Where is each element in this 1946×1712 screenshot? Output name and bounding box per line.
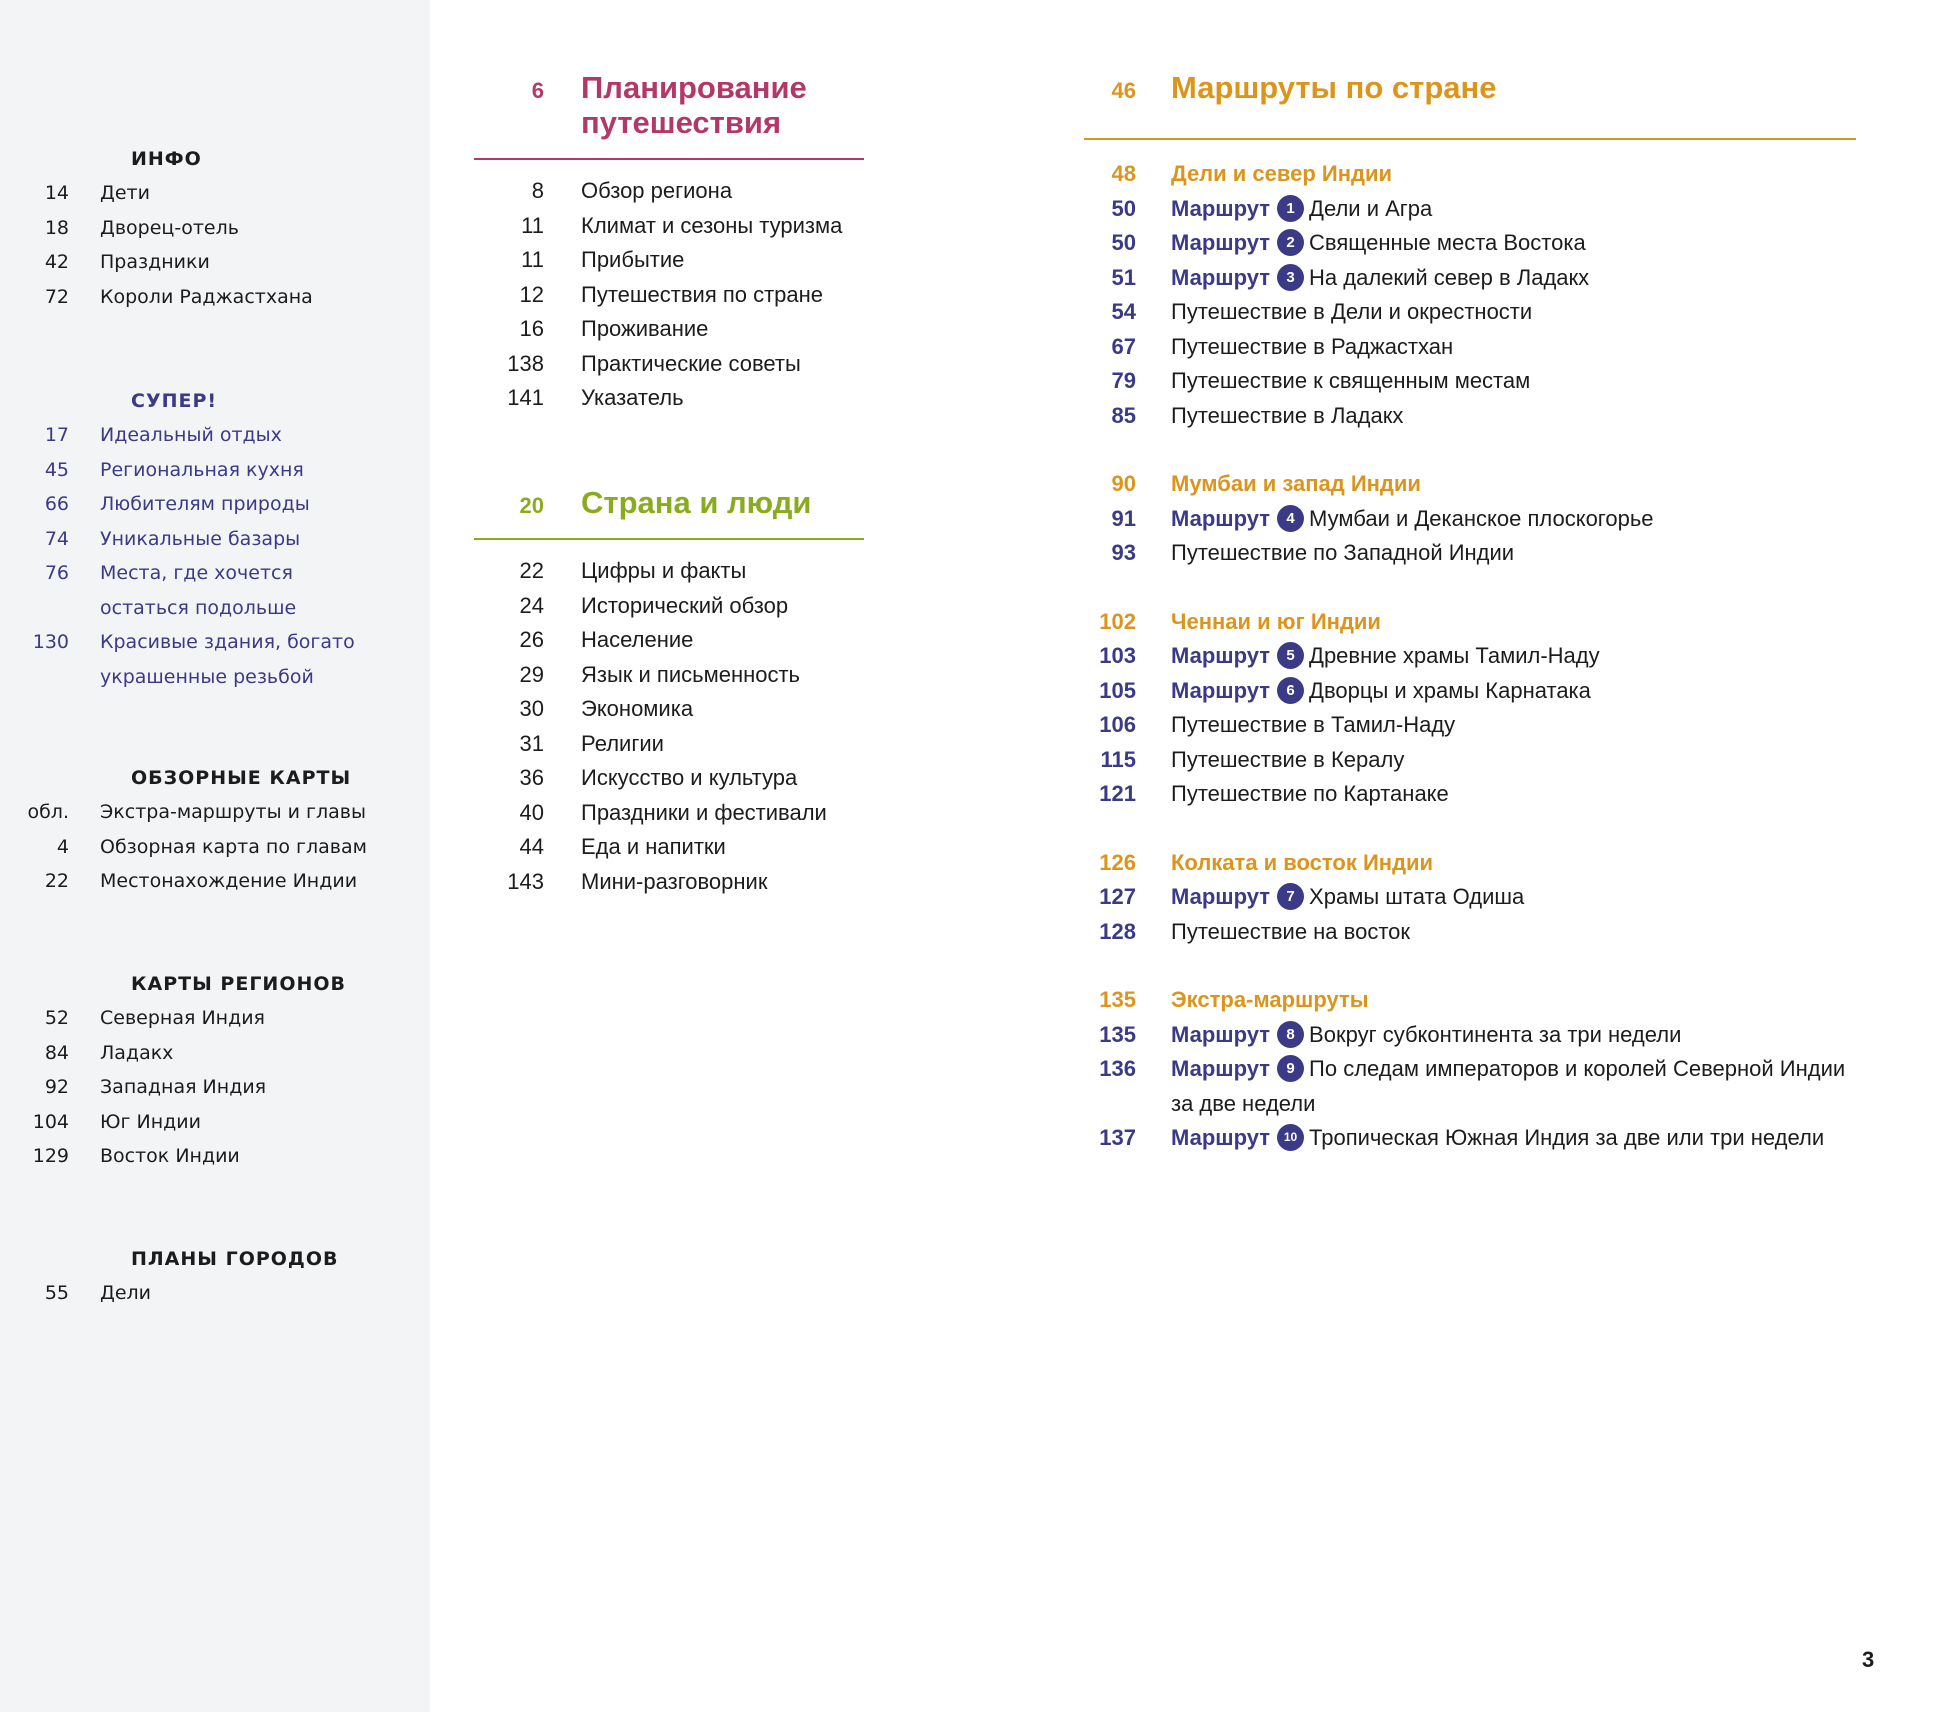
page-number: 103 xyxy=(1099,643,1136,668)
toc-entry[interactable] xyxy=(1084,743,1856,778)
page-number: 104 xyxy=(32,1110,69,1133)
route-entry[interactable] xyxy=(1084,1052,1856,1087)
page-number: 45 xyxy=(44,458,69,481)
group-title: Мумбаи и запад Индии xyxy=(1171,471,1421,496)
entry-label: Указатель xyxy=(581,385,684,410)
route-entry[interactable] xyxy=(1084,226,1856,261)
toc-entry[interactable] xyxy=(474,278,864,313)
group-heading[interactable] xyxy=(1084,157,1856,192)
item-label: Дели xyxy=(100,1282,152,1304)
page-number: 42 xyxy=(44,251,69,273)
route-word: Маршрут xyxy=(1171,230,1271,255)
toc-entry[interactable] xyxy=(474,589,864,624)
page-number: 22 xyxy=(44,870,69,892)
sidebar-info-section xyxy=(0,142,430,314)
page-number: 85 xyxy=(1111,402,1136,428)
list-item[interactable] xyxy=(0,176,430,211)
entry-label: Прибытие xyxy=(581,247,685,272)
toc-entry[interactable] xyxy=(474,312,864,347)
toc-entry[interactable] xyxy=(474,174,864,209)
toc-entry[interactable] xyxy=(1084,536,1856,571)
route-word: Маршрут xyxy=(1171,195,1271,221)
page-number: 31 xyxy=(519,730,544,756)
item-label: Западная Индия xyxy=(100,1076,267,1098)
route-entry[interactable] xyxy=(1084,880,1856,915)
page-number: 90 xyxy=(1111,471,1136,496)
list-item[interactable] xyxy=(0,245,430,280)
route-entry[interactable] xyxy=(1084,1121,1856,1156)
item-label: Любителям природы xyxy=(100,493,310,515)
group-heading[interactable] xyxy=(1084,467,1856,502)
page-number: 105 xyxy=(1099,677,1136,703)
route-word: Маршрут xyxy=(1171,884,1271,909)
section-heading: КАРТЫ РЕГИОНОВ xyxy=(131,973,347,995)
route-entry[interactable] xyxy=(1084,502,1856,537)
entry-label: Путешествие к священным местам xyxy=(1171,368,1531,393)
item-label: Уникальные базары xyxy=(100,527,301,550)
toc-entry[interactable] xyxy=(1084,399,1856,434)
page-number: 102 xyxy=(1099,608,1136,634)
group-title: Колката и восток Индии xyxy=(1171,849,1434,875)
entry-label: Священные места Востока xyxy=(1309,230,1586,255)
item-label: Восток Индии xyxy=(100,1145,240,1167)
list-item[interactable] xyxy=(0,211,430,246)
group-heading[interactable] xyxy=(1084,605,1856,640)
page-number: 92 xyxy=(44,1076,69,1098)
route-word: Маршрут xyxy=(1171,643,1271,668)
route-group xyxy=(1084,157,1856,433)
route-number-badge: 7 xyxy=(1277,883,1304,910)
route-number-badge: 8 xyxy=(1277,1021,1304,1048)
entry-label: Путешествие в Тамил-Наду xyxy=(1171,712,1456,737)
toc-entry[interactable] xyxy=(474,658,864,693)
item-label: Места, где хочется xyxy=(100,562,293,584)
list-item-continuation xyxy=(0,660,430,695)
page-number: 18 xyxy=(44,216,69,239)
page-number: 36 xyxy=(519,765,544,790)
page-number: 66 xyxy=(44,493,69,515)
toc-entry[interactable] xyxy=(474,865,864,900)
entry-label: Обзор региона xyxy=(581,178,733,203)
page-number: 127 xyxy=(1099,884,1136,909)
entry-label: Путешествие по Западной Индии xyxy=(1171,540,1515,565)
section-page-number: 6 xyxy=(531,78,544,103)
toc-entry[interactable] xyxy=(474,623,864,658)
route-group xyxy=(1084,983,1856,1156)
item-label: Короли Раджастхана xyxy=(100,285,313,308)
entry-label: Дели и Агра xyxy=(1309,195,1433,221)
entry-label: Путешествие в Кералу xyxy=(1171,746,1405,772)
entry-label: Путешествия по стране xyxy=(581,281,824,307)
list-item[interactable] xyxy=(0,453,430,488)
route-word: Маршрут xyxy=(1171,1021,1271,1047)
toc-entry[interactable] xyxy=(1084,295,1856,330)
page-number: 137 xyxy=(1099,1125,1136,1150)
list-item[interactable] xyxy=(0,1001,430,1036)
sidebar xyxy=(0,0,430,1712)
page-number: 50 xyxy=(1111,195,1136,221)
page-number: 40 xyxy=(519,799,544,825)
page-number: 24 xyxy=(519,592,544,618)
route-word: Маршрут xyxy=(1171,505,1271,531)
entry-label: Вокруг субконтинента за три недели xyxy=(1309,1021,1682,1047)
entry-label: Путешествие в Раджастхан xyxy=(1171,333,1454,359)
page-number: 29 xyxy=(519,661,544,687)
entry-label: Путешествие по Картанаке xyxy=(1171,781,1449,806)
entry-label: Практические советы xyxy=(581,350,801,376)
entry-label: Дворцы и храмы Карнатака xyxy=(1309,677,1591,703)
toc-entry[interactable] xyxy=(474,209,864,244)
page-number-footer: 3 xyxy=(1862,1647,1875,1672)
page-number: 17 xyxy=(44,424,69,446)
route-number-badge: 4 xyxy=(1277,505,1304,532)
entry-label: Население xyxy=(581,627,694,652)
page-number: 8 xyxy=(531,178,544,203)
page-number: 50 xyxy=(1111,230,1136,255)
list-item[interactable] xyxy=(0,487,430,522)
page-number: 16 xyxy=(519,316,544,341)
group-heading[interactable] xyxy=(1084,983,1856,1018)
section-heading: ОБЗОРНЫЕ КАРТЫ xyxy=(131,767,352,789)
page-number: 72 xyxy=(44,285,69,308)
list-item[interactable] xyxy=(0,280,430,315)
entry-label: Климат и сезоны туризма xyxy=(581,212,843,238)
list-item[interactable] xyxy=(0,418,430,453)
page-number: 130 xyxy=(32,631,69,653)
item-label: Праздники xyxy=(100,251,210,273)
route-number-badge: 3 xyxy=(1277,264,1304,291)
routes-section xyxy=(1084,70,1856,1156)
route-number-badge: 5 xyxy=(1277,642,1304,669)
page-number: 67 xyxy=(1111,333,1136,359)
list-item[interactable] xyxy=(0,1139,430,1174)
section-divider xyxy=(474,538,864,540)
page-number: 11 xyxy=(521,212,544,238)
toc-entry[interactable] xyxy=(1084,915,1856,950)
entry-label: Древние храмы Тамил-Наду xyxy=(1309,643,1600,668)
toc-entry[interactable] xyxy=(474,796,864,831)
page-number: 138 xyxy=(507,350,544,376)
item-label: Региональная кухня xyxy=(100,458,304,481)
route-word: Маршрут xyxy=(1171,1056,1271,1081)
list-item[interactable] xyxy=(0,556,430,591)
entry-label: Язык и письменность xyxy=(581,661,801,687)
route-number-badge: 1 xyxy=(1277,195,1304,222)
section-title: Маршруты по стране xyxy=(1171,70,1497,105)
toc-entry[interactable] xyxy=(1084,364,1856,399)
route-entry[interactable] xyxy=(1084,1018,1856,1053)
group-title: Ченнаи и юг Индии xyxy=(1171,608,1381,634)
section-divider xyxy=(1084,138,1856,140)
planning-section xyxy=(474,70,864,416)
section-divider xyxy=(474,158,864,160)
toc-entry[interactable] xyxy=(474,347,864,382)
item-label: Юг Индии xyxy=(100,1110,202,1133)
entry-label: На далекий север в Ладакх xyxy=(1309,264,1590,290)
toc-entry[interactable] xyxy=(474,830,864,865)
route-number-badge: 10 xyxy=(1277,1124,1304,1151)
route-number-badge: 9 xyxy=(1277,1055,1304,1082)
page-number: обл. xyxy=(27,801,69,823)
page-number: 54 xyxy=(1111,299,1136,324)
toc-entry[interactable] xyxy=(474,243,864,278)
list-item[interactable] xyxy=(0,625,430,660)
toc-entry[interactable] xyxy=(1084,330,1856,365)
entry-label: Путешествие в Ладакх xyxy=(1171,402,1404,428)
toc-entry[interactable] xyxy=(474,554,864,589)
page-number: 51 xyxy=(1111,264,1136,290)
item-label: Дворец-отель xyxy=(100,216,239,239)
list-item[interactable] xyxy=(0,1070,430,1105)
sidebar-region-maps-section xyxy=(0,967,430,1174)
section-header[interactable] xyxy=(474,70,864,140)
entry-label: Мумбаи и Деканское плоскогорье xyxy=(1309,505,1654,531)
page-number: 129 xyxy=(32,1145,69,1167)
page-number: 11 xyxy=(521,247,544,272)
section-heading: СУПЕР! xyxy=(131,390,218,412)
entry-label: По следам императоров и королей Северной Индии xyxy=(1309,1056,1846,1081)
route-group xyxy=(1084,467,1856,571)
page-number: 44 xyxy=(519,834,544,859)
route-entry[interactable] xyxy=(1084,674,1856,709)
toc-entry[interactable] xyxy=(474,727,864,762)
group-title: Дели и север Индии xyxy=(1171,161,1393,186)
entry-label: за две недели xyxy=(1171,1090,1316,1116)
section-page-number: 20 xyxy=(519,493,544,518)
group-title: Экстра-маршруты xyxy=(1171,987,1369,1012)
page-number: 126 xyxy=(1099,849,1136,875)
route-word: Маршрут xyxy=(1171,677,1271,703)
list-item[interactable] xyxy=(0,830,430,865)
section-heading: ИНФО xyxy=(131,148,202,170)
entry-label: Путешествие в Дели и окрестности xyxy=(1171,299,1533,324)
item-label: Местонахождение Индии xyxy=(100,870,358,892)
list-item-continuation xyxy=(0,591,430,626)
page-number: 14 xyxy=(44,182,69,204)
toc-entry[interactable] xyxy=(1084,777,1856,812)
entry-label: Искусство и культура xyxy=(581,765,798,790)
page-number: 76 xyxy=(44,562,69,584)
item-label: остаться подольше xyxy=(100,596,297,619)
entry-label: Праздники и фестивали xyxy=(581,799,827,825)
entry-label: Религии xyxy=(581,730,664,756)
route-word: Маршрут xyxy=(1171,1125,1271,1150)
country-section xyxy=(474,485,864,899)
route-number-badge: 6 xyxy=(1277,677,1304,704)
toc-entry[interactable] xyxy=(474,381,864,416)
toc-entry[interactable] xyxy=(474,761,864,796)
route-group xyxy=(1084,605,1856,812)
page-number: 135 xyxy=(1099,1021,1136,1047)
page-number: 30 xyxy=(519,696,544,721)
sidebar-city-plans-section xyxy=(0,1242,430,1311)
list-item[interactable] xyxy=(0,1105,430,1140)
page-number: 79 xyxy=(1111,368,1136,393)
sidebar-super-section xyxy=(0,384,430,694)
item-label: Северная Индия xyxy=(100,1007,265,1029)
list-item[interactable] xyxy=(0,1036,430,1071)
item-label: Красивые здания, богато xyxy=(100,631,355,653)
entry-label: Еда и напитки xyxy=(581,834,726,859)
page-number: 115 xyxy=(1100,746,1136,772)
page-number: 74 xyxy=(44,527,69,550)
entry-label: Тропическая Южная Индия за две или три недели xyxy=(1309,1125,1825,1150)
route-number-badge: 2 xyxy=(1277,229,1304,256)
list-item[interactable] xyxy=(0,864,430,899)
list-item[interactable] xyxy=(0,795,430,830)
section-page-number: 46 xyxy=(1111,78,1136,103)
item-label: украшенные резьбой xyxy=(100,665,314,688)
item-label: Дети xyxy=(100,182,150,204)
page-number: 121 xyxy=(1099,781,1136,806)
page-number: 136 xyxy=(1099,1056,1136,1081)
page-number: 12 xyxy=(519,281,544,307)
section-heading: ПЛАНЫ ГОРОДОВ xyxy=(131,1248,339,1270)
route-word: Маршрут xyxy=(1171,264,1271,290)
route-entry[interactable] xyxy=(1084,261,1856,296)
route-group xyxy=(1084,846,1856,950)
page-number: 141 xyxy=(507,385,544,410)
entry-label: Мини-разговорник xyxy=(581,868,768,894)
entry-label: Цифры и факты xyxy=(581,558,747,583)
entry-label: Экономика xyxy=(581,696,694,721)
page-number: 22 xyxy=(519,558,544,583)
item-label: Идеальный отдых xyxy=(100,424,282,446)
page-number: 48 xyxy=(1111,161,1136,186)
group-heading[interactable] xyxy=(1084,846,1856,881)
entry-continuation xyxy=(1084,1087,1856,1122)
section-header[interactable] xyxy=(474,485,864,520)
page-number: 52 xyxy=(44,1007,69,1029)
sidebar-overview-maps-section xyxy=(0,761,430,899)
item-label: Экстра-маршруты и главы xyxy=(100,801,367,823)
page-number: 26 xyxy=(519,627,544,652)
route-entry[interactable] xyxy=(1084,639,1856,674)
page-number: 143 xyxy=(507,868,544,894)
item-label: Обзорная карта по главам xyxy=(100,835,367,858)
page-number: 91 xyxy=(1111,505,1136,531)
toc-entry[interactable] xyxy=(474,692,864,727)
page-number: 106 xyxy=(1099,712,1136,737)
page-number: 93 xyxy=(1111,540,1136,565)
entry-label: Путешествие на восток xyxy=(1171,918,1411,944)
page-number: 128 xyxy=(1099,918,1136,944)
entry-label: Храмы штата Одиша xyxy=(1309,884,1525,909)
list-item[interactable] xyxy=(0,522,430,557)
page-number: 84 xyxy=(44,1041,69,1064)
page-number: 4 xyxy=(56,835,69,858)
toc-entry[interactable] xyxy=(1084,708,1856,743)
entry-label: Проживание xyxy=(581,316,709,341)
item-label: Ладакх xyxy=(100,1041,174,1064)
section-title: Планирование путешествия xyxy=(581,70,807,140)
page-number: 135 xyxy=(1099,987,1136,1012)
section-header[interactable] xyxy=(1084,70,1856,105)
route-entry[interactable] xyxy=(1084,192,1856,227)
entry-label: Исторический обзор xyxy=(581,592,789,618)
page-number: 55 xyxy=(44,1282,69,1304)
section-title: Страна и люди xyxy=(581,485,812,520)
list-item[interactable] xyxy=(0,1276,430,1311)
